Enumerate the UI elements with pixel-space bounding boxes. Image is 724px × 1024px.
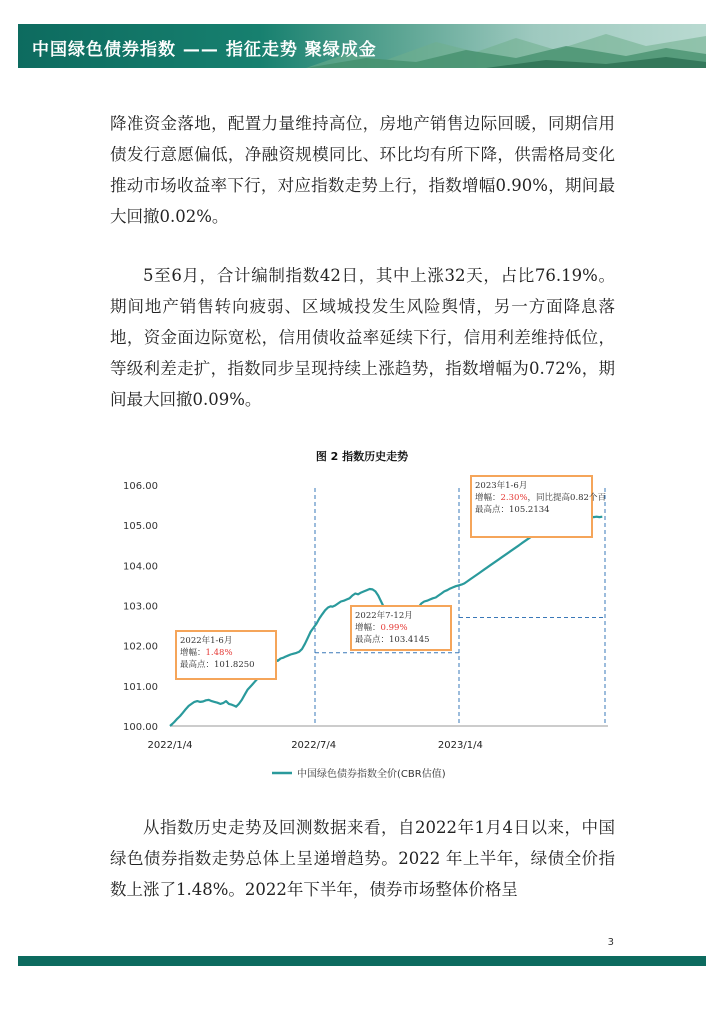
y-tick-label: 100.00 [123, 722, 158, 733]
y-tick-label: 101.00 [123, 681, 158, 693]
y-tick-label: 103.00 [123, 601, 158, 613]
page-number: 3 [607, 937, 614, 948]
index-history-chart [0, 460, 724, 790]
header-title: 中国绿色债券指数 —— 指征走势 聚绿成金 [32, 40, 377, 60]
x-tick-label: 2023/1/4 [437, 740, 483, 751]
annotation-period: 2023年1-6月 [475, 481, 528, 491]
annotation-increase: 增幅：2.30%，同比提高0.82个百 [475, 493, 606, 503]
y-tick-label: 102.00 [123, 641, 158, 653]
x-tick-label: 2022/7/4 [291, 740, 337, 751]
y-tick-label: 104.00 [123, 561, 158, 573]
annotation-peak: 最高点：103.4145 [355, 635, 430, 645]
header-banner [18, 24, 706, 68]
x-tick-label: 2022/1/4 [147, 740, 193, 751]
annotation-increase: 增幅：1.48% [180, 648, 233, 658]
annotation-increase: 增幅：0.99% [355, 623, 408, 633]
y-tick-label: 106.00 [123, 481, 158, 492]
figure-title: 图 2 指数历史走势 [315, 450, 409, 463]
paragraph-3: 从指数历史走势及回测数据来看，自2022年1月4日以来，中国绿色债券指数走势总体上呈递增趋势。2022 年上半年，绿债全价指数上涨了1.48%。2022年下半年，债券市场整体价格呈 [110, 818, 615, 899]
annotation-period: 2022年1-6月 [180, 636, 233, 646]
annotation-peak: 最高点：105.2134 [475, 505, 550, 515]
annotation-peak: 最高点：101.8250 [180, 660, 255, 670]
legend-label: 中国绿色债券指数全价(CBR估值) [297, 769, 446, 780]
footer-bar [18, 956, 706, 966]
annotation-period: 2022年7-12月 [355, 611, 413, 621]
paragraph-2: 5至6月，合计编制指数42日，其中上涨32天，占比76.19%。期间地产销售转向疲弱、区域城投发生风险舆情，另一方面降息落地，资金面边际宽松，信用债收益率延续下行，信用利差维持低位，等级利差走扩，指数同步呈现持续上涨趋势，指数增幅为0.72%，期间最大回撤0.09%。 [110, 266, 615, 409]
y-tick-label: 105.00 [123, 521, 158, 533]
paragraph-1: 降准资金落地，配置力量维持高位，房地产销售边际回暖，同期信用债发行意愿偏低，净融资规模同比、环比均有所下降，供需格局变化推动市场收益率下行，对应指数走势上行，指数增幅0.90%，期间最大回撤0.02%。 [110, 114, 615, 226]
